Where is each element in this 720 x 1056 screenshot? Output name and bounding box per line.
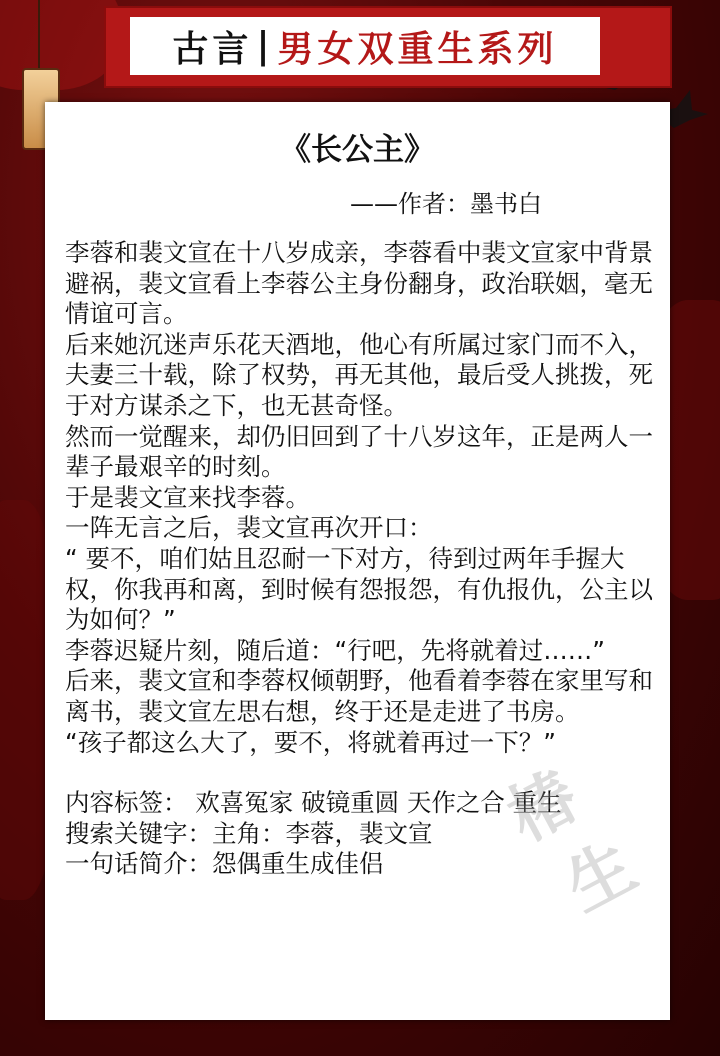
book-card xyxy=(45,102,670,1020)
synopsis-paragraph: 然而一觉醒来，却仍旧回到了十八岁这年，正是两人一辈子最艰辛的时刻。 xyxy=(65,421,653,482)
synopsis-paragraph: 李蓉迟疑片刻，随后道：“行吧，先将就着过……” xyxy=(65,635,605,665)
synopsis-paragraph: “ 要不，咱们姑且忍耐一下对方，待到过两年手握大权，你我再和离，到时候有怨报怨，有仇报仇，公主以为如何？” xyxy=(65,543,653,635)
synopsis-paragraph: 于是裴文宣来找李蓉。 xyxy=(65,482,310,512)
synopsis-paragraph: “孩子都这么大了，要不，将就着再过一下？” xyxy=(65,727,556,757)
tags-line: 内容标签： 欢喜冤家 破镜重圆 天作之合 重生 xyxy=(65,788,562,818)
synopsis xyxy=(65,238,661,880)
header-series: 男女双重生系列 xyxy=(277,27,558,70)
background-streak xyxy=(0,0,120,90)
book-author: ——作者：墨书白 xyxy=(350,190,542,218)
header-separator: | xyxy=(256,25,274,67)
lantern-string xyxy=(38,0,40,70)
keywords-line: 搜索关键字：主角：李蓉，裴文宣 xyxy=(65,818,433,848)
header-title-box xyxy=(130,17,600,75)
header-category: 古言 xyxy=(172,27,253,70)
header-banner xyxy=(104,6,672,88)
synopsis-paragraph: 李蓉和裴文宣在十八岁成亲，李蓉看中裴文宣家中背景避祸，裴文宣看上李蓉公主身份翻身，政治联姻，毫无情谊可言。 xyxy=(65,238,653,329)
watermark-char: 生 xyxy=(553,826,649,927)
book-title: 《长公主》 xyxy=(280,132,435,168)
synopsis-paragraph: 后来，裴文宣和李蓉权倾朝野，他看着李蓉在家里写和离书，裴文宣左思右想，终于还是走进了书房。 xyxy=(65,666,653,726)
synopsis-paragraph: 后来她沉迷声乐花天酒地，他心有所属过家门而不入，夫妻三十载，除了权势，再无其他，最后受人挑拨，死于对方谋杀之下，也无甚奇怪。 xyxy=(65,329,653,420)
watermark-char: 椿 xyxy=(495,756,591,857)
summary-line: 一句话简介：怨偶重生成佳侣 xyxy=(65,849,384,879)
spacer xyxy=(65,758,661,788)
synopsis-paragraph: 一阵无言之后，裴文宣再次开口： xyxy=(65,513,433,543)
